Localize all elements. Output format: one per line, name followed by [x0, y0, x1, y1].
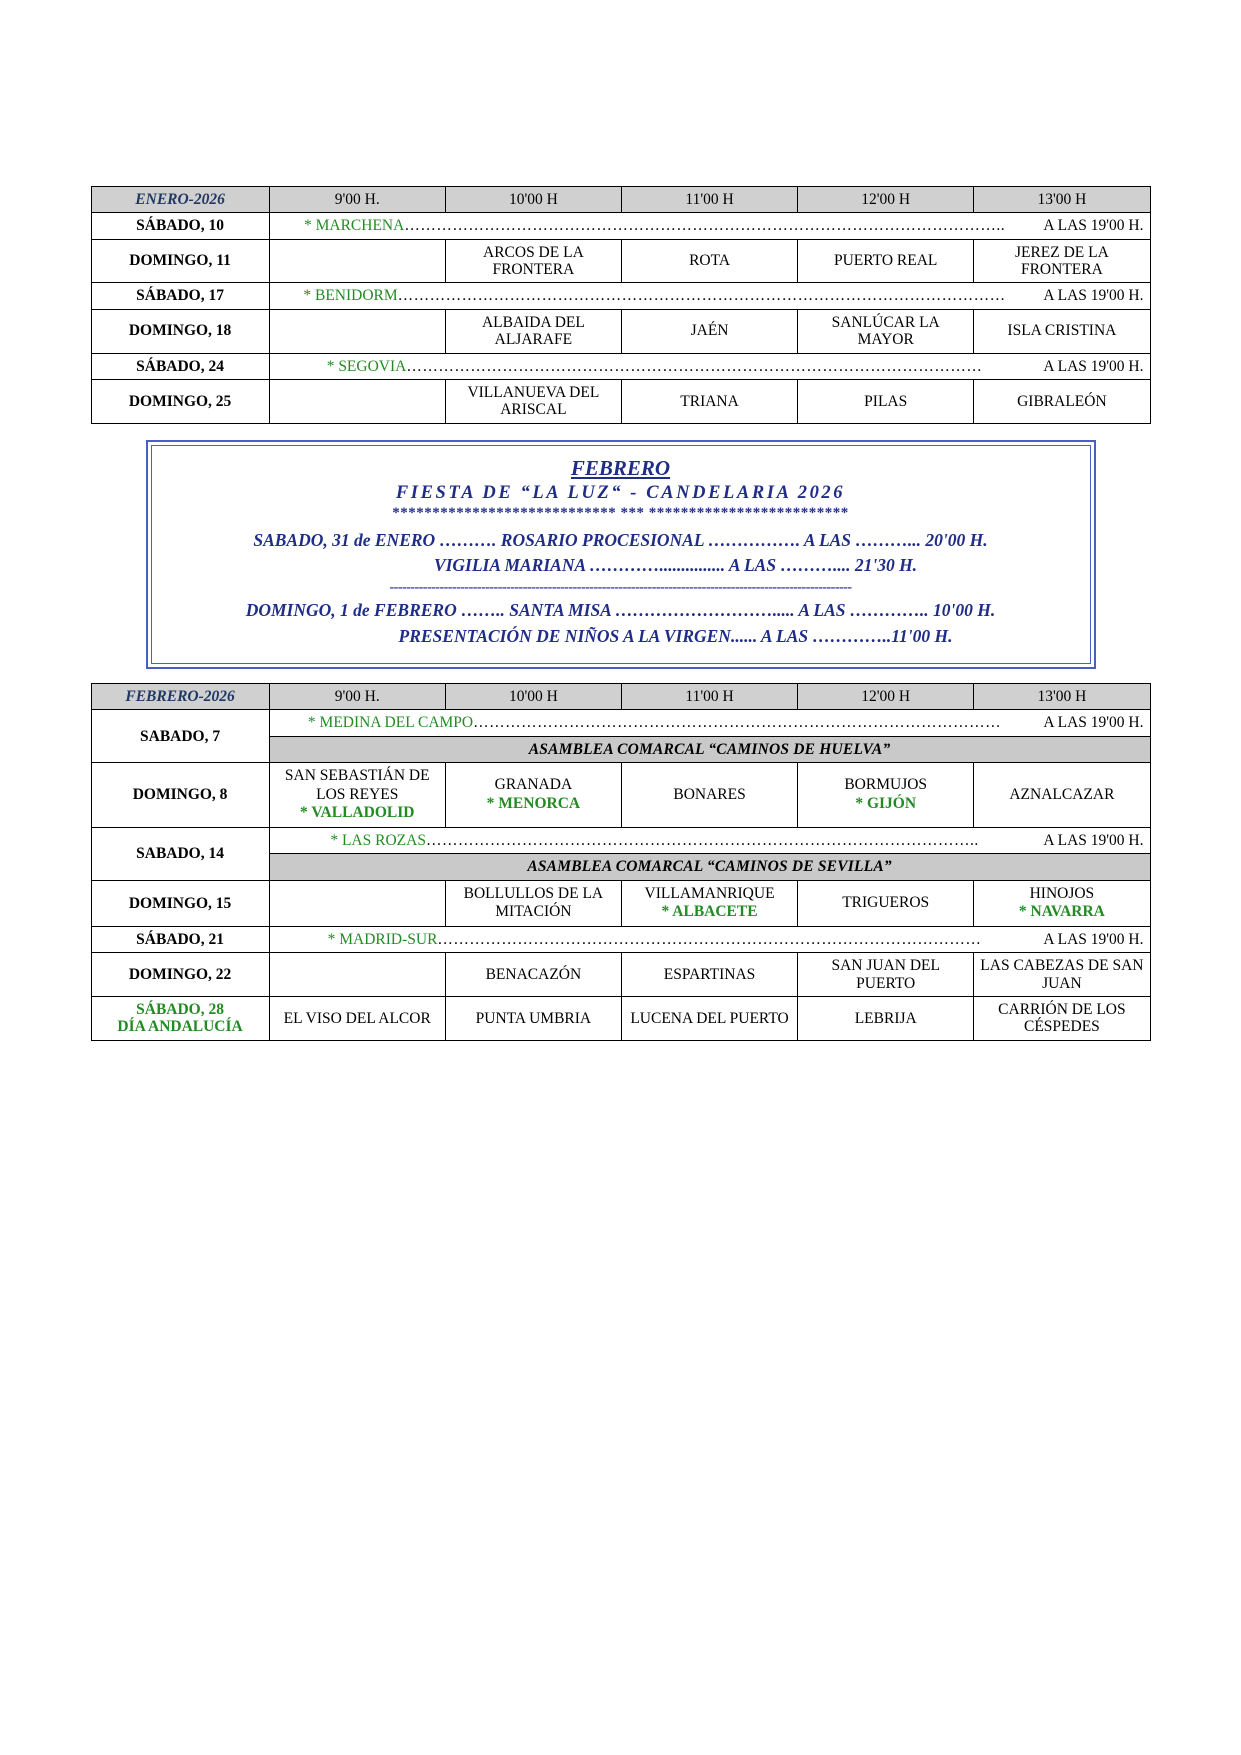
cell-sub: * ALBACETE: [661, 903, 758, 921]
row-announcement: [269, 710, 1150, 736]
row-cell: [269, 763, 445, 828]
column-header-1300: 13'00 H: [974, 187, 1150, 213]
cell-sub: * GIJÓN: [855, 795, 917, 813]
cell-sub: * VALLADOLID: [300, 804, 415, 822]
row-cell: PUERTO REAL: [798, 239, 974, 283]
cell-main: HINOJOS: [1029, 884, 1095, 902]
notice-title: FEBRERO: [570, 455, 671, 480]
row-dots: …………………………………………………………………………………………………..: [404, 217, 1006, 235]
febrero-notice-box: [146, 440, 1096, 670]
row-cell: ISLA CRISTINA: [974, 309, 1150, 353]
row-place: * BENIDORM: [303, 287, 398, 305]
row-cell: VILLANUEVA DEL ARISCAL: [445, 379, 621, 423]
row-dots: ……………………………………………………………………………………………………: [397, 287, 1006, 305]
notice-horizontal-rule: ---------------------------------------------------------------------------------------------------------------: [389, 580, 852, 596]
cell-main: BONARES: [673, 785, 746, 803]
column-header-0900: 9'00 H.: [269, 187, 445, 213]
row-time-tail: A LAS 19'00 H.: [1043, 930, 1144, 948]
row-cell: LEBRIJA: [798, 996, 974, 1040]
cell-main: TRIGUEROS: [842, 893, 930, 911]
table-row: [91, 710, 1150, 736]
row-day-label: DOMINGO, 25: [91, 379, 269, 423]
row-day-label: DOMINGO, 18: [91, 309, 269, 353]
cell-sub: * MENORCA: [486, 795, 581, 813]
row-place: * MADRID-SUR: [327, 930, 438, 948]
febrero-month-label: FEBRERO-2026: [91, 684, 269, 710]
cell-main: VILLAMANRIQUE: [644, 884, 775, 902]
row-cell: [445, 880, 621, 926]
row-cell: CARRIÓN DE LOS CÉSPEDES: [974, 996, 1150, 1040]
table-row: [91, 239, 1150, 283]
row-time-tail: A LAS 19'00 H.: [1043, 831, 1144, 849]
row-cell: [974, 880, 1150, 926]
febrero-notice-inner: [151, 445, 1091, 665]
row-day-label: SABADO, 7: [91, 710, 269, 763]
row-day-label: DOMINGO, 11: [91, 239, 269, 283]
column-header-0900: 9'00 H.: [269, 684, 445, 710]
febrero-schedule-table: [91, 683, 1151, 1041]
row-cell: [974, 763, 1150, 828]
row-day-label: SÁBADO, 17: [91, 283, 269, 309]
cell-main: GRANADA: [494, 776, 573, 794]
table-row: [91, 763, 1150, 828]
cell-main: BOLLULLOS DE LA MITACIÓN: [463, 884, 604, 921]
column-header-1200: 12'00 H: [798, 187, 974, 213]
notice-line-sabado-rosario: SABADO, 31 de ENERO ………. ROSARIO PROCESIONAL ……………. A LAS ………... 20'00 H.: [253, 529, 988, 550]
table-row: [91, 213, 1150, 239]
row-cell: PUNTA UMBRIA: [445, 996, 621, 1040]
column-header-1300: 13'00 H: [974, 684, 1150, 710]
row-cell: PILAS: [798, 379, 974, 423]
table-row: [91, 379, 1150, 423]
table-row: [91, 953, 1150, 997]
table-row: [91, 827, 1150, 853]
column-header-1200: 12'00 H: [798, 684, 974, 710]
enero-table-wrapper: [91, 0, 1151, 424]
row-announcement: [269, 353, 1150, 379]
row-cell: [621, 880, 797, 926]
column-header-1000: 10'00 H: [445, 684, 621, 710]
row-cell: [445, 763, 621, 828]
row-place: * MARCHENA: [303, 217, 405, 235]
notice-line-domingo-misa: DOMINGO, 1 de FEBRERO …….. SANTA MISA ………………………..... A LAS ………….. 10'00 H.: [245, 600, 996, 621]
notice-line-vigilia: VIGILIA MARIANA …………............... A LAS ……….... 21'30 H.: [433, 554, 918, 575]
table-row: [91, 996, 1150, 1040]
row-cell: [798, 763, 974, 828]
row-day-label: SÁBADO, 24: [91, 353, 269, 379]
row-place: * MEDINA DEL CAMPO: [307, 714, 474, 732]
cell-main: SAN SEBASTIÁN DE LOS REYES: [284, 767, 430, 803]
enero-schedule-table: [91, 186, 1151, 424]
row-cell: [269, 379, 445, 423]
row-announcement: [269, 827, 1150, 853]
row-day-label: SÁBADO, 21: [91, 926, 269, 952]
row-cell: BENACAZÓN: [445, 953, 621, 997]
row-day-label: DOMINGO, 22: [91, 953, 269, 997]
enero-month-label: ENERO-2026: [91, 187, 269, 213]
row-day-label: DOMINGO, 8: [91, 763, 269, 828]
row-cell: ESPARTINAS: [621, 953, 797, 997]
row-cell: JEREZ DE LA FRONTERA: [974, 239, 1150, 283]
cell-main: BORMUJOS: [844, 776, 928, 794]
row-time-tail: A LAS 19'00 H.: [1043, 217, 1144, 235]
row-dots: ………………………………………………………………………………………………: [406, 357, 983, 375]
row-cell: LAS CABEZAS DE SAN JUAN: [974, 953, 1150, 997]
row-cell: ALBAIDA DEL ALJARAFE: [445, 309, 621, 353]
row-day-label: SABADO, 14: [91, 827, 269, 880]
row-cell: ROTA: [621, 239, 797, 283]
row-cell: TRIANA: [621, 379, 797, 423]
row-cell: EL VISO DEL ALCOR: [269, 996, 445, 1040]
row-day-label: SÁBADO, 10: [91, 213, 269, 239]
row-cell: SAN JUAN DEL PUERTO: [798, 953, 974, 997]
row-dots: …………………………………………………………………………………………: [437, 930, 982, 948]
notice-stars-divider: **************************** *** *************************: [392, 504, 849, 521]
febrero-table-wrapper: [91, 683, 1151, 1041]
row-cell: [269, 953, 445, 997]
column-header-1100: 11'00 H: [621, 187, 797, 213]
row-day-label: [91, 996, 269, 1040]
asamblea-banner: ASAMBLEA COMARCAL “CAMINOS DE SEVILLA”: [269, 854, 1150, 880]
row-time-tail: A LAS 19'00 H.: [1043, 287, 1144, 305]
row-cell: [269, 309, 445, 353]
column-header-1100: 11'00 H: [621, 684, 797, 710]
row-dots: …………………………………………………………………………………………..: [425, 831, 979, 849]
row-cell: GIBRALEÓN: [974, 379, 1150, 423]
row-cell: LUCENA DEL PUERTO: [621, 996, 797, 1040]
table-row: [91, 353, 1150, 379]
row-place: * LAS ROZAS: [330, 831, 426, 849]
table-row: [91, 309, 1150, 353]
column-header-1000: 10'00 H: [445, 187, 621, 213]
table-row: [91, 926, 1150, 952]
row-place: * SEGOVIA: [326, 357, 407, 375]
row-cell: JAÉN: [621, 309, 797, 353]
row-cell: [269, 880, 445, 926]
notice-line-presentacion: PRESENTACIÓN DE NIÑOS A LA VIRGEN...... A LAS …………..11'00 H.: [398, 625, 953, 646]
enero-header-row: [91, 187, 1150, 213]
cell-sub: * NAVARRA: [1018, 903, 1105, 921]
row-day-label-line2: DÍA ANDALUCÍA: [117, 1018, 243, 1036]
row-dots: ………………………………………………………………………………………: [473, 714, 1002, 732]
row-cell: [798, 880, 974, 926]
notice-subtitle: FIESTA DE “LA LUZ“ - CANDELARIA 2026: [395, 482, 846, 503]
table-row: [91, 880, 1150, 926]
cell-main: AZNALCAZAR: [1009, 785, 1115, 803]
asamblea-banner: ASAMBLEA COMARCAL “CAMINOS DE HUELVA”: [269, 736, 1150, 762]
row-cell: [269, 239, 445, 283]
febrero-header-row: [91, 684, 1150, 710]
row-day-label: DOMINGO, 15: [91, 880, 269, 926]
table-row: [91, 283, 1150, 309]
row-time-tail: A LAS 19'00 H.: [1043, 357, 1144, 375]
row-cell: ARCOS DE LA FRONTERA: [445, 239, 621, 283]
row-cell: [621, 763, 797, 828]
row-announcement: [269, 283, 1150, 309]
row-day-label-line1: SÁBADO, 28: [136, 1000, 224, 1018]
row-announcement: [269, 926, 1150, 952]
row-time-tail: A LAS 19'00 H.: [1043, 714, 1144, 732]
row-announcement: [269, 213, 1150, 239]
row-cell: SANLÚCAR LA MAYOR: [798, 309, 974, 353]
